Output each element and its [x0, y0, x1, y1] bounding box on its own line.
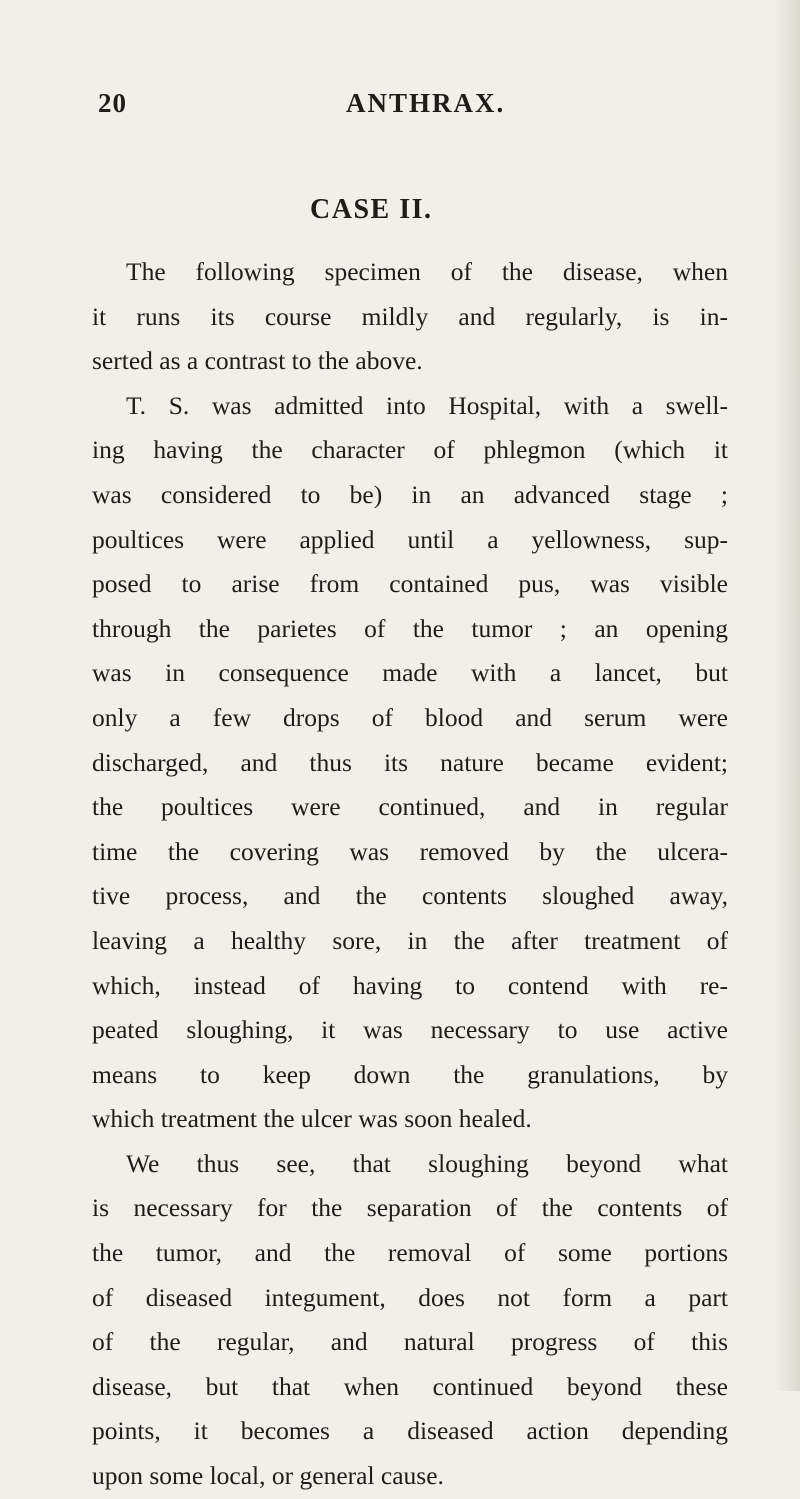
running-head: ANTHRAX. — [346, 88, 506, 118]
page-edge-shadow — [774, 0, 800, 1391]
page-header — [98, 88, 698, 128]
text-line: means to keep down the granulations, by — [92, 1059, 728, 1089]
text-line: was in consequence made with a lancet, but — [92, 658, 728, 688]
text-line: the tumor, and the removal of some portions — [92, 1238, 728, 1268]
text-line: through the parietes of the tumor ; an opening — [92, 613, 728, 643]
text-line: which, instead of having to contend with re- — [92, 970, 728, 1000]
text-line: disease, but that when continued beyond these — [92, 1371, 728, 1401]
page-number: 20 — [98, 88, 127, 118]
case-title: CASE II. — [310, 194, 433, 225]
text-line: upon some local, or general cause. — [92, 1461, 444, 1491]
text-line: is necessary for the separation of the contents of — [92, 1193, 728, 1223]
text-line: was considered to be) in an advanced stage ; — [92, 479, 728, 509]
text-line: only a few drops of blood and serum were — [92, 702, 728, 732]
text-line: the poultices were continued, and in regular — [92, 792, 728, 822]
text-line: The following specimen of the disease, when — [126, 257, 728, 286]
text-line: it runs its course mildly and regularly, is in- — [92, 301, 728, 331]
text-line: posed to arise from contained pus, was visible — [92, 569, 728, 599]
text-line: ing having the character of phlegmon (which it — [92, 435, 728, 465]
text-line: which treatment the ulcer was soon healed. — [92, 1104, 532, 1134]
text-line: leaving a healthy sore, in the after treatment of — [92, 925, 728, 955]
text-line: poultices were applied until a yellowness, sup- — [92, 524, 728, 554]
text-line: We thus see, that sloughing beyond what — [126, 1148, 728, 1178]
text-line: peated sloughing, it was necessary to use active — [92, 1015, 728, 1045]
text-line: tive process, and the contents sloughed away, — [92, 881, 728, 911]
text-line: of diseased integument, does not form a part — [92, 1282, 728, 1312]
text-line: time the covering was removed by the ulcera- — [92, 836, 728, 866]
text-line: T. S. was admitted into Hospital, with a swell- — [126, 390, 728, 420]
body-text — [92, 250, 728, 1499]
text-line: discharged, and thus its nature became evident; — [92, 747, 728, 777]
text-line: serted as a contrast to the above. — [92, 346, 423, 376]
text-line: of the regular, and natural progress of this — [92, 1327, 728, 1357]
text-line: points, it becomes a diseased action depending — [92, 1416, 728, 1446]
